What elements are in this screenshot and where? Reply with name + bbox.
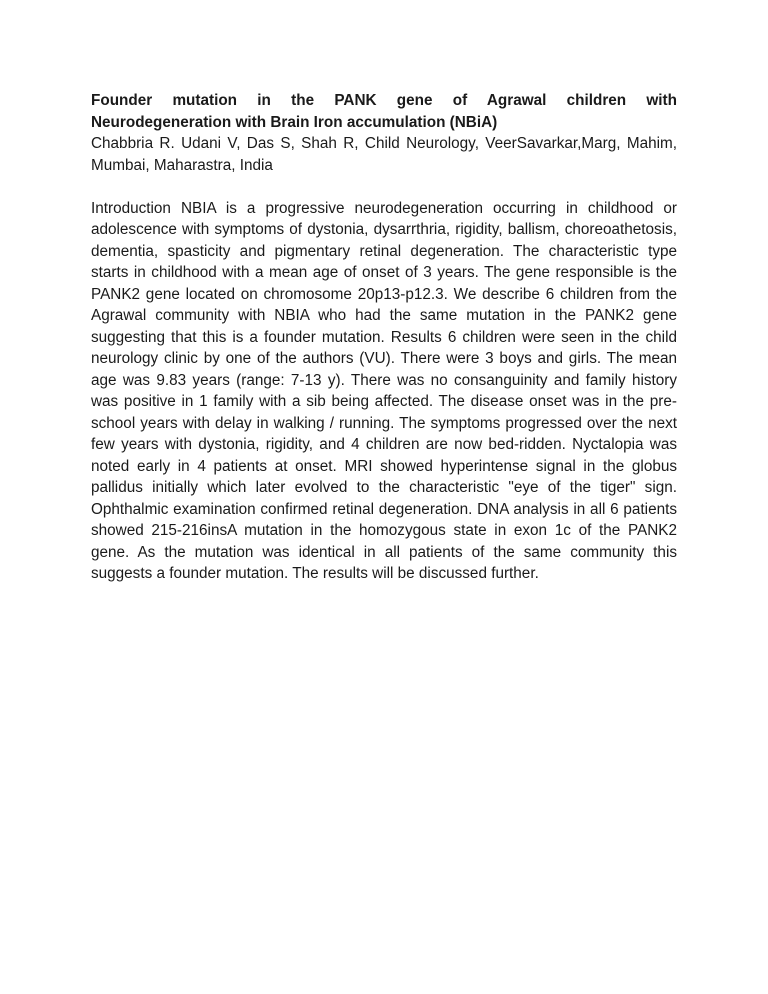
document-page bbox=[91, 90, 677, 585]
abstract-body: Introduction NBIA is a progressive neurodegeneration occurring in childhood or adolescence with symptoms of dystonia, dysarrthria, rigidity, ballism, choreoathetosis, dementia, spasticity and pigmentary retinal degeneration. The characteristic type starts in childhood with a mean age of onset of 3 years. The gene responsible is the PANK2 gene located on chromosome 20p13-p12.3. We describe 6 children from the Agrawal community with NBIA who had the same mutation in the PANK2 gene suggesting that this is a founder mutation. Results 6 children were seen in the child neurology clinic by one of the authors (VU). There were 3 boys and girls. The mean age was 9.83 years (range: 7-13 y). There was no consanguinity and family history was positive in 1 family with a sib being affected. The disease onset was in the pre-school years with delay in walking / running. The symptoms progressed over the next few years with dystonia, rigidity, and 4 children are now bed-ridden. Nyctalopia was noted early in 4 patients at onset. MRI showed hyperintense signal in the globus pallidus initially which later evolved to the characteristic "eye of the tiger" sign. Ophthalmic examination confirmed retinal degeneration. DNA analysis in all 6 patients showed 215-216insA mutation in the homozygous state in exon 1c of the PANK2 gene. As the mutation was identical in all patients of the same community this suggests a founder mutation. The results will be discussed further. bbox=[91, 199, 677, 582]
document-title: Founder mutation in the PANK gene of Agrawal children with Neurodegeneration with Brain Iron accumulation (NBiA) bbox=[91, 92, 677, 131]
author-affiliation: Chabbria R. Udani V, Das S, Shah R, Child Neurology, VeerSavarkar,Marg, Mahim, Mumbai, Maharastra, India bbox=[91, 135, 677, 174]
